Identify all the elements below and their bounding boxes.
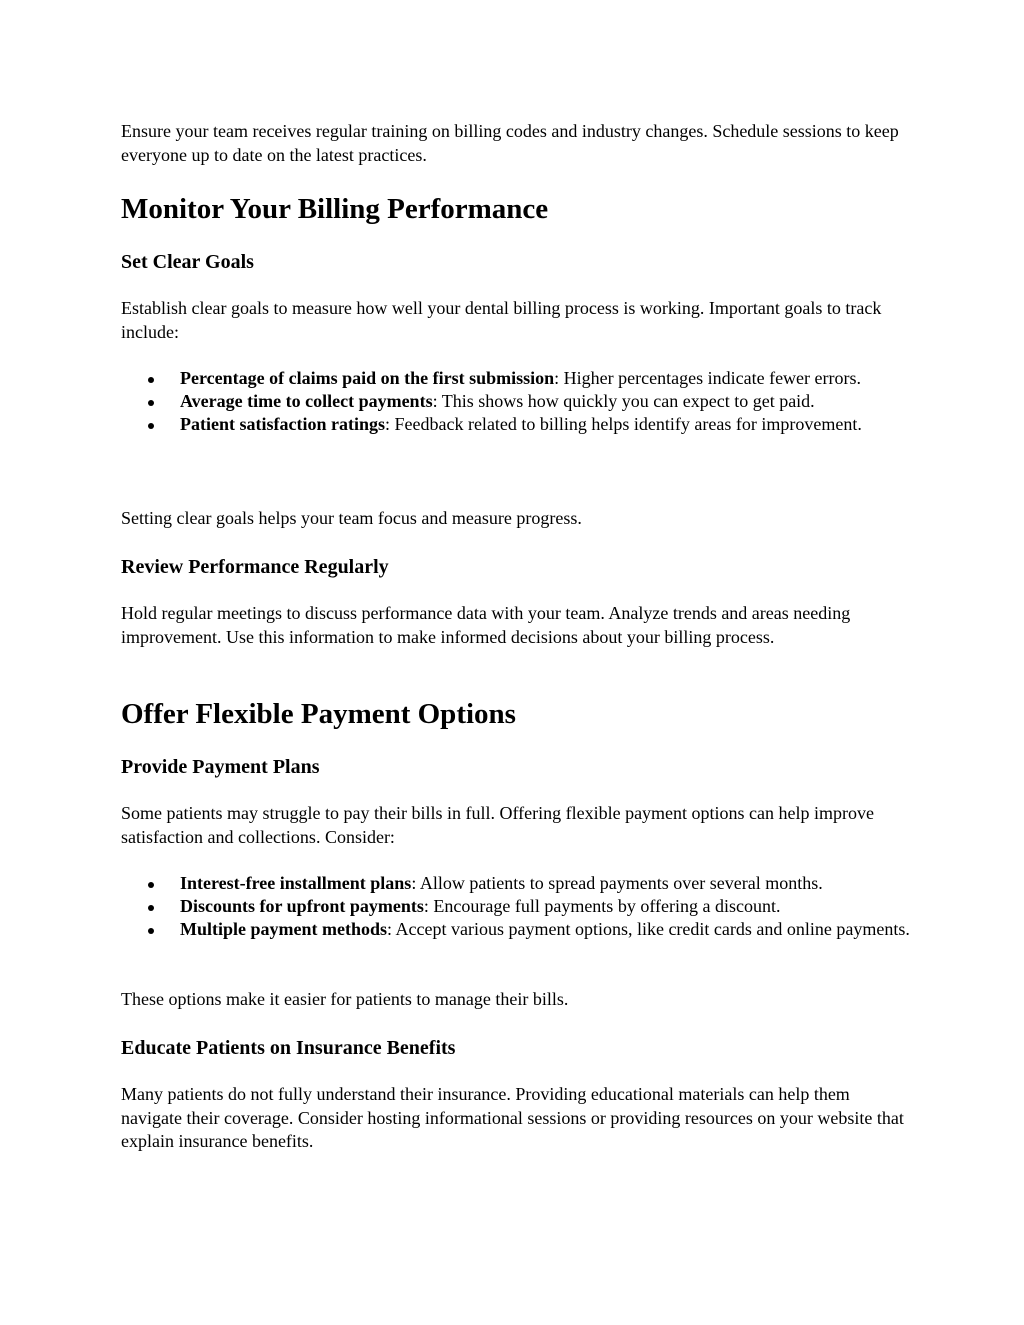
list-item-term: Patient satisfaction ratings bbox=[180, 414, 385, 435]
list-item bbox=[121, 390, 911, 413]
goals-list bbox=[121, 367, 911, 437]
payment-outro-paragraph: These options make it easier for patients to manage their bills. bbox=[121, 989, 569, 1009]
list-item bbox=[121, 413, 911, 436]
goals-outro-paragraph: Setting clear goals helps your team focus and measure progress. bbox=[121, 508, 582, 528]
list-item-term: Interest-free installment plans bbox=[180, 873, 412, 893]
list-item bbox=[121, 895, 911, 918]
bullet-icon bbox=[148, 377, 154, 383]
subheading-set-clear-goals: Set Clear Goals bbox=[121, 251, 254, 273]
list-item bbox=[121, 918, 911, 941]
subheading-review-performance: Review Performance Regularly bbox=[121, 556, 389, 578]
bullet-icon bbox=[148, 882, 154, 888]
review-paragraph: Hold regular meetings to discuss performance data with your team. Analyze trends and areas needing improvement. Use this information to make informed decisions about your billing process. bbox=[121, 603, 851, 647]
list-item-term: Discounts for upfront payments bbox=[180, 896, 424, 917]
list-item-desc: : Encourage full payments by offering a discount. bbox=[423, 896, 781, 917]
list-item-term: Percentage of claims paid on the first submission bbox=[180, 368, 555, 388]
list-item-desc: : Higher percentages indicate fewer errors. bbox=[554, 368, 862, 388]
bullet-icon bbox=[148, 400, 154, 406]
list-item-desc: : Accept various payment options, like credit cards and online payments. bbox=[387, 919, 910, 940]
section-heading-flexible-payment: Offer Flexible Payment Options bbox=[121, 698, 516, 730]
subheading-payment-plans: Provide Payment Plans bbox=[121, 756, 320, 778]
bullet-icon bbox=[148, 423, 154, 429]
goals-intro-paragraph: Establish clear goals to measure how well your dental billing process is working. Important goals to track include: bbox=[121, 298, 882, 342]
insurance-paragraph: Many patients do not fully understand their insurance. Providing educational materials can help them navigate their coverage. Consider hosting informational sessions or providing resources on your website that explain insurance benefits. bbox=[121, 1084, 904, 1151]
section-heading-monitor-billing: Monitor Your Billing Performance bbox=[121, 193, 549, 225]
bullet-icon bbox=[148, 928, 154, 934]
list-item bbox=[121, 872, 911, 895]
list-item bbox=[121, 367, 911, 390]
list-item-term: Average time to collect payments bbox=[180, 391, 433, 412]
list-item-desc: : Allow patients to spread payments over several months. bbox=[411, 873, 823, 893]
list-item-term: Multiple payment methods bbox=[180, 919, 387, 940]
payment-intro-paragraph: Some patients may struggle to pay their bills in full. Offering flexible payment options can help improve satisfaction and collections. Consider: bbox=[121, 803, 875, 847]
list-item-desc: : Feedback related to billing helps identify areas for improvement. bbox=[384, 414, 862, 435]
subheading-educate-insurance: Educate Patients on Insurance Benefits bbox=[121, 1037, 456, 1059]
bullet-icon bbox=[148, 905, 154, 911]
intro-paragraph: Ensure your team receives regular training on billing codes and industry changes. Schedule sessions to keep everyone up to date on the latest practices. bbox=[121, 121, 899, 165]
payment-options-list bbox=[121, 872, 911, 942]
list-item-desc: : This shows how quickly you can expect to get paid. bbox=[432, 391, 815, 412]
